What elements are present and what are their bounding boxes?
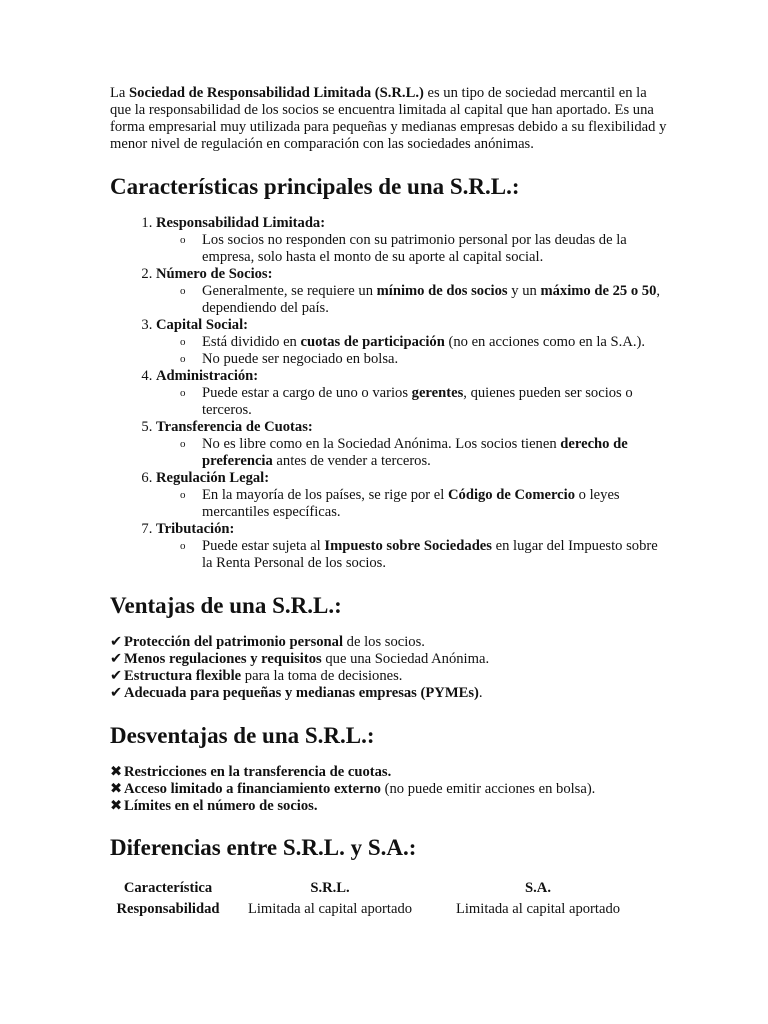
disadvantage-item xyxy=(110,764,668,781)
characteristic-points xyxy=(156,487,668,521)
check-mark-icon: ✔ xyxy=(110,634,123,650)
disadvantages-heading: Desventajas de una S.R.L.: xyxy=(110,723,375,748)
point-text: Los socios no responden con su patrimonio personal por las deudas de la empresa, solo hasta el monto de su aporte al capital social. xyxy=(202,232,627,265)
characteristic-points xyxy=(156,538,668,572)
circle-bullet-icon: o xyxy=(180,336,186,348)
advantage-item-rest: . xyxy=(478,685,483,701)
characteristic-title: Número de Socios: xyxy=(156,266,273,282)
disadvantage-item-bold: Restricciones en la transferencia de cuotas. xyxy=(124,764,392,780)
table-row xyxy=(110,901,642,918)
cross-mark-icon: ✖ xyxy=(110,798,123,814)
cross-mark-icon: ✖ xyxy=(110,764,123,780)
characteristic-point xyxy=(180,538,668,572)
characteristic-point xyxy=(180,334,668,351)
intro-prefix: La xyxy=(110,85,130,101)
header-sa: S.A. xyxy=(525,880,551,896)
comparison-table xyxy=(108,876,644,922)
characteristic-item xyxy=(156,215,668,266)
circle-bullet-icon: o xyxy=(180,387,186,399)
point-bold-text: derecho de preferencia xyxy=(202,436,628,469)
check-mark-icon: ✔ xyxy=(110,668,123,684)
disadvantage-item-bold: Límites en el número de socios. xyxy=(124,798,318,814)
point-text: , quienes pueden ser socios o terceros. xyxy=(202,385,633,418)
characteristic-point xyxy=(180,487,668,521)
advantage-item-rest: para la toma de decisiones. xyxy=(241,668,403,684)
point-bold-text: cuotas de participación xyxy=(300,334,445,350)
characteristic-point xyxy=(180,283,668,317)
point-bold-text: Impuesto sobre Sociedades xyxy=(324,538,492,554)
point-bold-text: mínimo de dos socios xyxy=(376,283,508,299)
circle-bullet-icon: o xyxy=(180,353,186,365)
intro-bold-term: Sociedad de Responsabilidad Limitada (S.R.L.) xyxy=(129,85,424,101)
characteristic-point xyxy=(180,436,668,470)
characteristic-item xyxy=(156,266,668,317)
intro-paragraph xyxy=(110,85,668,153)
point-text: y un xyxy=(507,283,541,299)
characteristic-points xyxy=(156,436,668,470)
advantage-item-bold: Adecuada para pequeñas y medianas empresas (PYMEs) xyxy=(124,685,479,701)
header-srl: S.R.L. xyxy=(310,880,350,896)
point-text: en lugar del Impuesto sobre la Renta Personal de los socios. xyxy=(202,538,658,571)
advantage-item-rest: que una Sociedad Anónima. xyxy=(321,651,490,667)
advantage-item xyxy=(110,651,668,668)
characteristic-title: Regulación Legal: xyxy=(156,470,270,486)
advantage-item xyxy=(110,634,668,651)
point-text: , dependiendo del país. xyxy=(202,283,661,316)
characteristic-title: Capital Social: xyxy=(156,317,249,333)
point-text: Está dividido en xyxy=(202,334,301,350)
advantage-item-rest: de los socios. xyxy=(343,634,425,650)
characteristic-title: Responsabilidad Limitada: xyxy=(156,215,326,231)
characteristic-point xyxy=(180,232,668,266)
comparison-header-row xyxy=(110,880,642,897)
row-sa-value: Limitada al capital aportado xyxy=(455,901,621,917)
circle-bullet-icon: o xyxy=(180,489,186,501)
point-text: No es libre como en la Sociedad Anónima. Los socios tienen xyxy=(202,436,561,452)
characteristic-points xyxy=(156,385,668,419)
check-mark-icon: ✔ xyxy=(110,685,123,701)
advantage-item-bold: Protección del patrimonio personal xyxy=(124,634,344,650)
row-label: Responsabilidad xyxy=(116,901,220,917)
cross-mark-icon: ✖ xyxy=(110,781,123,797)
characteristic-point xyxy=(180,385,668,419)
point-bold-text: máximo de 25 o 50 xyxy=(540,283,657,299)
circle-bullet-icon: o xyxy=(180,285,186,297)
header-characteristic: Característica xyxy=(123,880,213,896)
point-text: antes de vender a terceros. xyxy=(272,453,431,469)
characteristic-title: Transferencia de Cuotas: xyxy=(156,419,313,435)
row-srl-value: Limitada al capital aportado xyxy=(247,901,413,917)
advantage-item xyxy=(110,668,668,685)
characteristic-point xyxy=(180,351,668,368)
characteristic-points xyxy=(156,283,668,317)
point-text: Puede estar sujeta al xyxy=(202,538,325,554)
point-text: No puede ser negociado en bolsa. xyxy=(202,351,399,367)
characteristic-item xyxy=(156,521,668,572)
advantage-item-bold: Estructura flexible xyxy=(124,668,242,684)
advantage-item-bold: Menos regulaciones y requisitos xyxy=(124,651,322,667)
disadvantage-item-rest: (no puede emitir acciones en bolsa). xyxy=(380,781,596,797)
characteristics-heading: Características principales de una S.R.L.: xyxy=(110,174,520,199)
characteristic-title: Tributación: xyxy=(156,521,235,537)
point-text: Puede estar a cargo de uno o varios xyxy=(202,385,412,401)
circle-bullet-icon: o xyxy=(180,540,186,552)
disadvantage-item-bold: Acceso limitado a financiamiento externo xyxy=(124,781,381,797)
disadvantage-item xyxy=(110,798,668,815)
disadvantages-list xyxy=(110,764,668,815)
advantages-list xyxy=(110,634,668,702)
point-text: Generalmente, se requiere un xyxy=(202,283,377,299)
point-text: En la mayoría de los países, se rige por el xyxy=(202,487,448,503)
circle-bullet-icon: o xyxy=(180,438,186,450)
point-bold-text: gerentes xyxy=(411,385,464,401)
disadvantage-item xyxy=(110,781,668,798)
differences-heading: Diferencias entre S.R.L. y S.A.: xyxy=(110,835,417,860)
characteristic-item xyxy=(156,419,668,470)
characteristic-points xyxy=(156,334,668,368)
point-bold-text: Código de Comercio xyxy=(448,487,576,503)
characteristic-item xyxy=(156,470,668,521)
check-mark-icon: ✔ xyxy=(110,651,123,667)
advantages-heading: Ventajas de una S.R.L.: xyxy=(110,593,342,618)
characteristic-points xyxy=(156,232,668,266)
point-text: (no en acciones como en la S.A.). xyxy=(444,334,646,350)
circle-bullet-icon: o xyxy=(180,234,186,246)
characteristics-list xyxy=(110,215,668,572)
advantage-item xyxy=(110,685,668,702)
point-text: o leyes mercantiles específicas. xyxy=(202,487,620,520)
characteristic-item xyxy=(156,368,668,419)
characteristic-item xyxy=(156,317,668,368)
intro-rest: es un tipo de sociedad mercantil en la que la responsabilidad de los socios se encuentra limitada al capital que han aportado. Es una forma empresarial muy utilizada para pequeñas y medianas empresas debido a su flexibilidad y menor nivel de regulación en comparación con las sociedades anónimas. xyxy=(110,85,667,152)
characteristic-title: Administración: xyxy=(156,368,259,384)
